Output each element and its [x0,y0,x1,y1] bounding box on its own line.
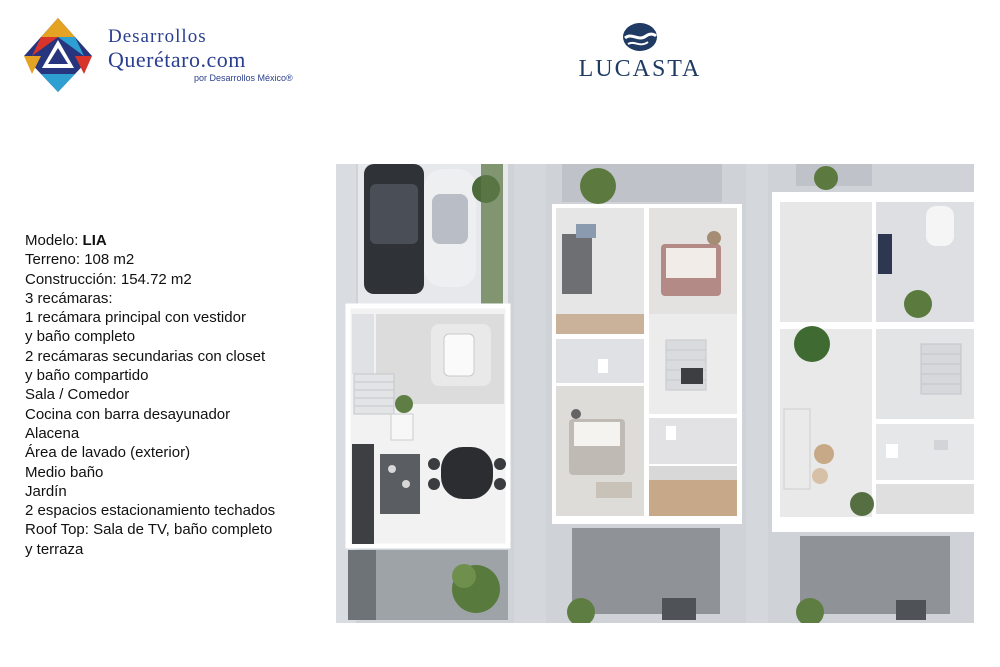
spec-line: 2 espacios estacionamiento techados [25,502,276,520]
lucasta-logo [560,20,720,90]
brand-line-2: Querétaro.com [108,47,246,72]
lucasta-wordmark: LUCASTA [578,56,702,82]
brand-line-1: Desarrollos [108,26,207,47]
spec-line: y terraza [25,540,84,558]
spec-line: Construcción: 154.72 m2 [25,270,192,288]
spec-line: 1 recámara principal con vestidor [25,309,246,327]
wave-globe-icon [622,22,658,52]
floor-plan-render [336,164,974,623]
spec-line: Medio baño [25,463,104,481]
model-name: LIA [82,232,107,249]
ground-floor-plan [348,164,508,620]
spec-line: Roof Top: Sala de TV, baño completo [25,521,273,539]
spec-line: y baño completo [25,328,136,346]
spec-line: 2 recámaras secundarias con closet [25,347,266,365]
model-label: Modelo: [25,232,79,249]
spec-line: 3 recámaras: [25,289,113,307]
brand-line-3: por Desarrollos México® [194,73,293,83]
spec-line: y baño compartido [25,367,149,385]
spec-line: Alacena [25,424,80,442]
roof-top-plan [772,164,974,623]
spec-line: Sala / Comedor [25,386,130,404]
spec-line: Jardín [25,482,67,500]
model-title [25,231,325,250]
upper-floor-plan [552,164,742,623]
model-specs [25,231,325,559]
spec-line: Área de lavado (exterior) [25,444,191,462]
spec-line: Terreno: 108 m2 [25,251,135,269]
triangle-logo-icon [22,16,94,94]
spec-line: Cocina con barra desayunador [25,405,231,423]
desarrollos-queretaro-logo [22,16,322,96]
